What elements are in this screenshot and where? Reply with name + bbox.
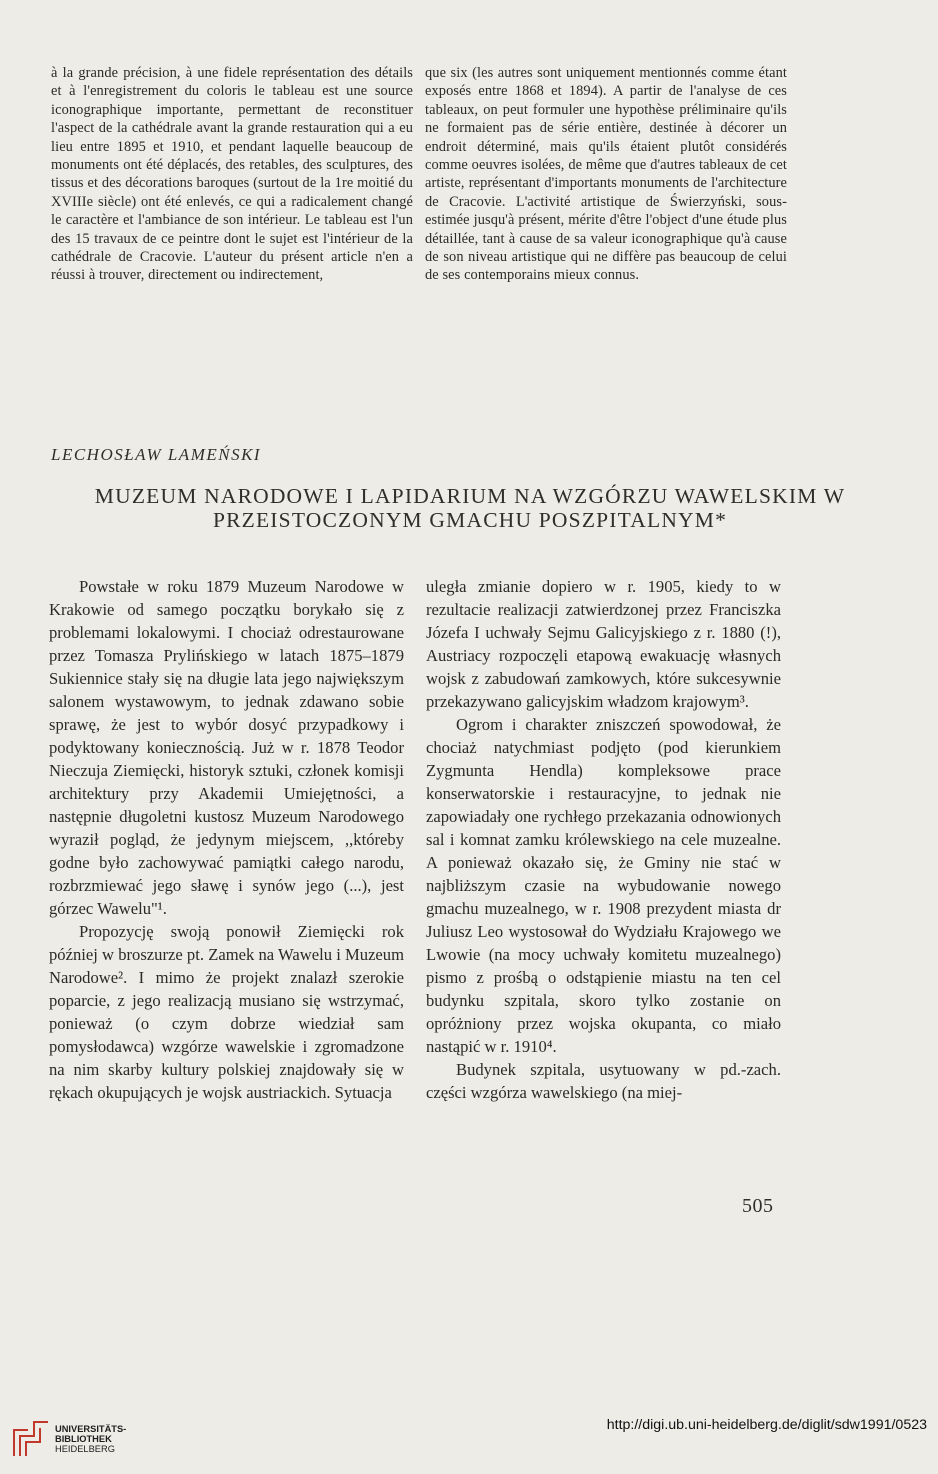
library-logo-icon: [10, 1416, 54, 1460]
article-paragraph: Ogrom i charakter zniszczeń spowodował, że chociaż natychmiast podjęto (pod kierunkiem Zygmunta Hendla) kompleksowe prace konserwatorskie i restauracyjne, to jednak nie zapowiadały one rychłego przekazania odnowionych sal i komnat zamku królewskiego na cele muzealne. A ponieważ okazało się, że Gminy nie stać w najbliższym czasie na wybudowanie nowego gmachu muzealnego, w r. 1908 prezydent miasta dr Juliusz Leo wystosował do Wydziału Krajowego we Lwowie (na mocy uchwały komitetu muzealnego) pismo z prośbą o odstąpienie miastu na ten cel budynku szpitala, skoro tylko zostanie on opróżniony przez wojska okupanta, co miało nastąpić w r. 1910⁴.: [426, 715, 781, 1056]
article-paragraph: Budynek szpitala, usytuowany w pd.-zach. części wzgórza wawelskiego (na miej-: [426, 1060, 781, 1102]
page-number: 505: [742, 1195, 774, 1217]
french-summary-right-column: [425, 64, 787, 285]
source-url-link[interactable]: http://digi.ub.uni-heidelberg.de/diglit/sdw1991/0523: [606, 1417, 927, 1433]
article-left-column: [49, 575, 404, 1104]
library-name-line: HEIDELBERG: [55, 1444, 115, 1454]
french-summary-text-right: que six (les autres sont uniquement mentionnés comme étant exposés entre 1868 et 1894). A partir de l'analyse de ces tableaux, on peut formuler une hypothèse préliminaire qu'ils ne formaient pas de série entière, destinée à décorer un endroit déterminé, mais qu'ils étaient plutôt considérés comme oeuvres isolées, de même que d'autres tableaux de cet artiste, représentant d'importants monuments de l'architecture de Cracovie. L'activité artistique de Świerzyński, sous-estimée jusqu'à présent, mérite d'être l'object d'une étude plus détaillée, tant à cause de sa valeur iconographique qu'à cause de son niveau artistique qui ne diffère pas beaucoup de celui de ses contemporains mieux connus.: [425, 65, 787, 284]
french-summary-left-column: [51, 64, 413, 285]
article-right-column: [426, 575, 781, 1104]
library-name-line: BIBLIOTHEK: [55, 1434, 112, 1444]
library-name-line: UNIVERSITÄTS-: [55, 1424, 127, 1434]
french-summary-text-left: à la grande précision, à une fidele représentation des détails et à l'enregistrement du coloris le tableau est une source iconographique importante, permettant de reconstituer l'aspect de la cathédrale avant la grande restauration qui a eu lieu entre 1895 et 1910, et pendant laquelle beaucoup de monuments ont été déplacés, des retables, des sculptures, des tissus et des décorations baroques (surtout de la 1re moitié du XVIIIe siècle) ont été enlevés, ce qui a radicalement changé le caractère et l'ambiance de son intérieur. Le tableau est l'un des 15 travaux de ce peintre dont le sujet est l'intérieur de la cathédrale de Cracovie. L'auteur du présent article n'en a réussi à trouver, directement ou indirectement,: [51, 65, 413, 284]
article-paragraph: Powstałe w roku 1879 Muzeum Narodowe w Krakowie od samego początku borykało się z problemami lokalowymi. I chociaż odrestaurowane przez Tomasza Prylińskiego w latach 1875–1879 Sukiennice stały się na długie lata jego największym salonem wystawowym, to jednak zdawano sobie sprawę, że jest to wybór dosyć przypadkowy i podyktowany koniecznością. Już w r. 1878 Teodor Nieczuja Ziemięcki, historyk sztuki, członek komisji architektury przy Akademii Umiejętności, a następnie długoletni kustosz Muzeum Narodowego wyraził pogląd, że jedynym miejscem, ,,któreby godne było zachowywać pamiątki całego narodu, rozbrzmiewać jego sławę i synów jego (...), jest górzec Wawelu"¹.: [49, 577, 404, 918]
article-paragraph: uległa zmianie dopiero w r. 1905, kiedy to w rezultacie realizacji zatwierdzonej przez Franciszka Józefa I uchwały Sejmu Galicyjskiego z r. 1880 (!), Austriacy rozpoczęli etapową ewakuację własnych wojsk z zabudowań zamkowych, które sukcesywnie przekazywano galicyjskim władzom krajowym³.: [426, 577, 781, 711]
article-title: MUZEUM NARODOWE I LAPIDARIUM NA WZGÓRZU WAWELSKIM W PRZEISTOCZONYM GMACHU POSZPITALNYM*: [94, 484, 846, 532]
library-name: [55, 1424, 126, 1454]
article-paragraph: Propozycję swoją ponowił Ziemięcki rok później w broszurze pt. Zamek na Wawelu i Muzeum Narodowe². I mimo że projekt znalazł szerokie poparcie, z jego realizacją musiano się wstrzymać, ponieważ (o czym dobrze wiedział sam pomysłodawca) wzgórze wawelskie i zgromadzone na nim skarby kultury polskiej znajdowały się w rękach okupujących je wojsk austriackich. Sytuacja: [49, 922, 404, 1102]
article-author: LECHOSŁAW LAMEŃSKI: [51, 445, 262, 464]
